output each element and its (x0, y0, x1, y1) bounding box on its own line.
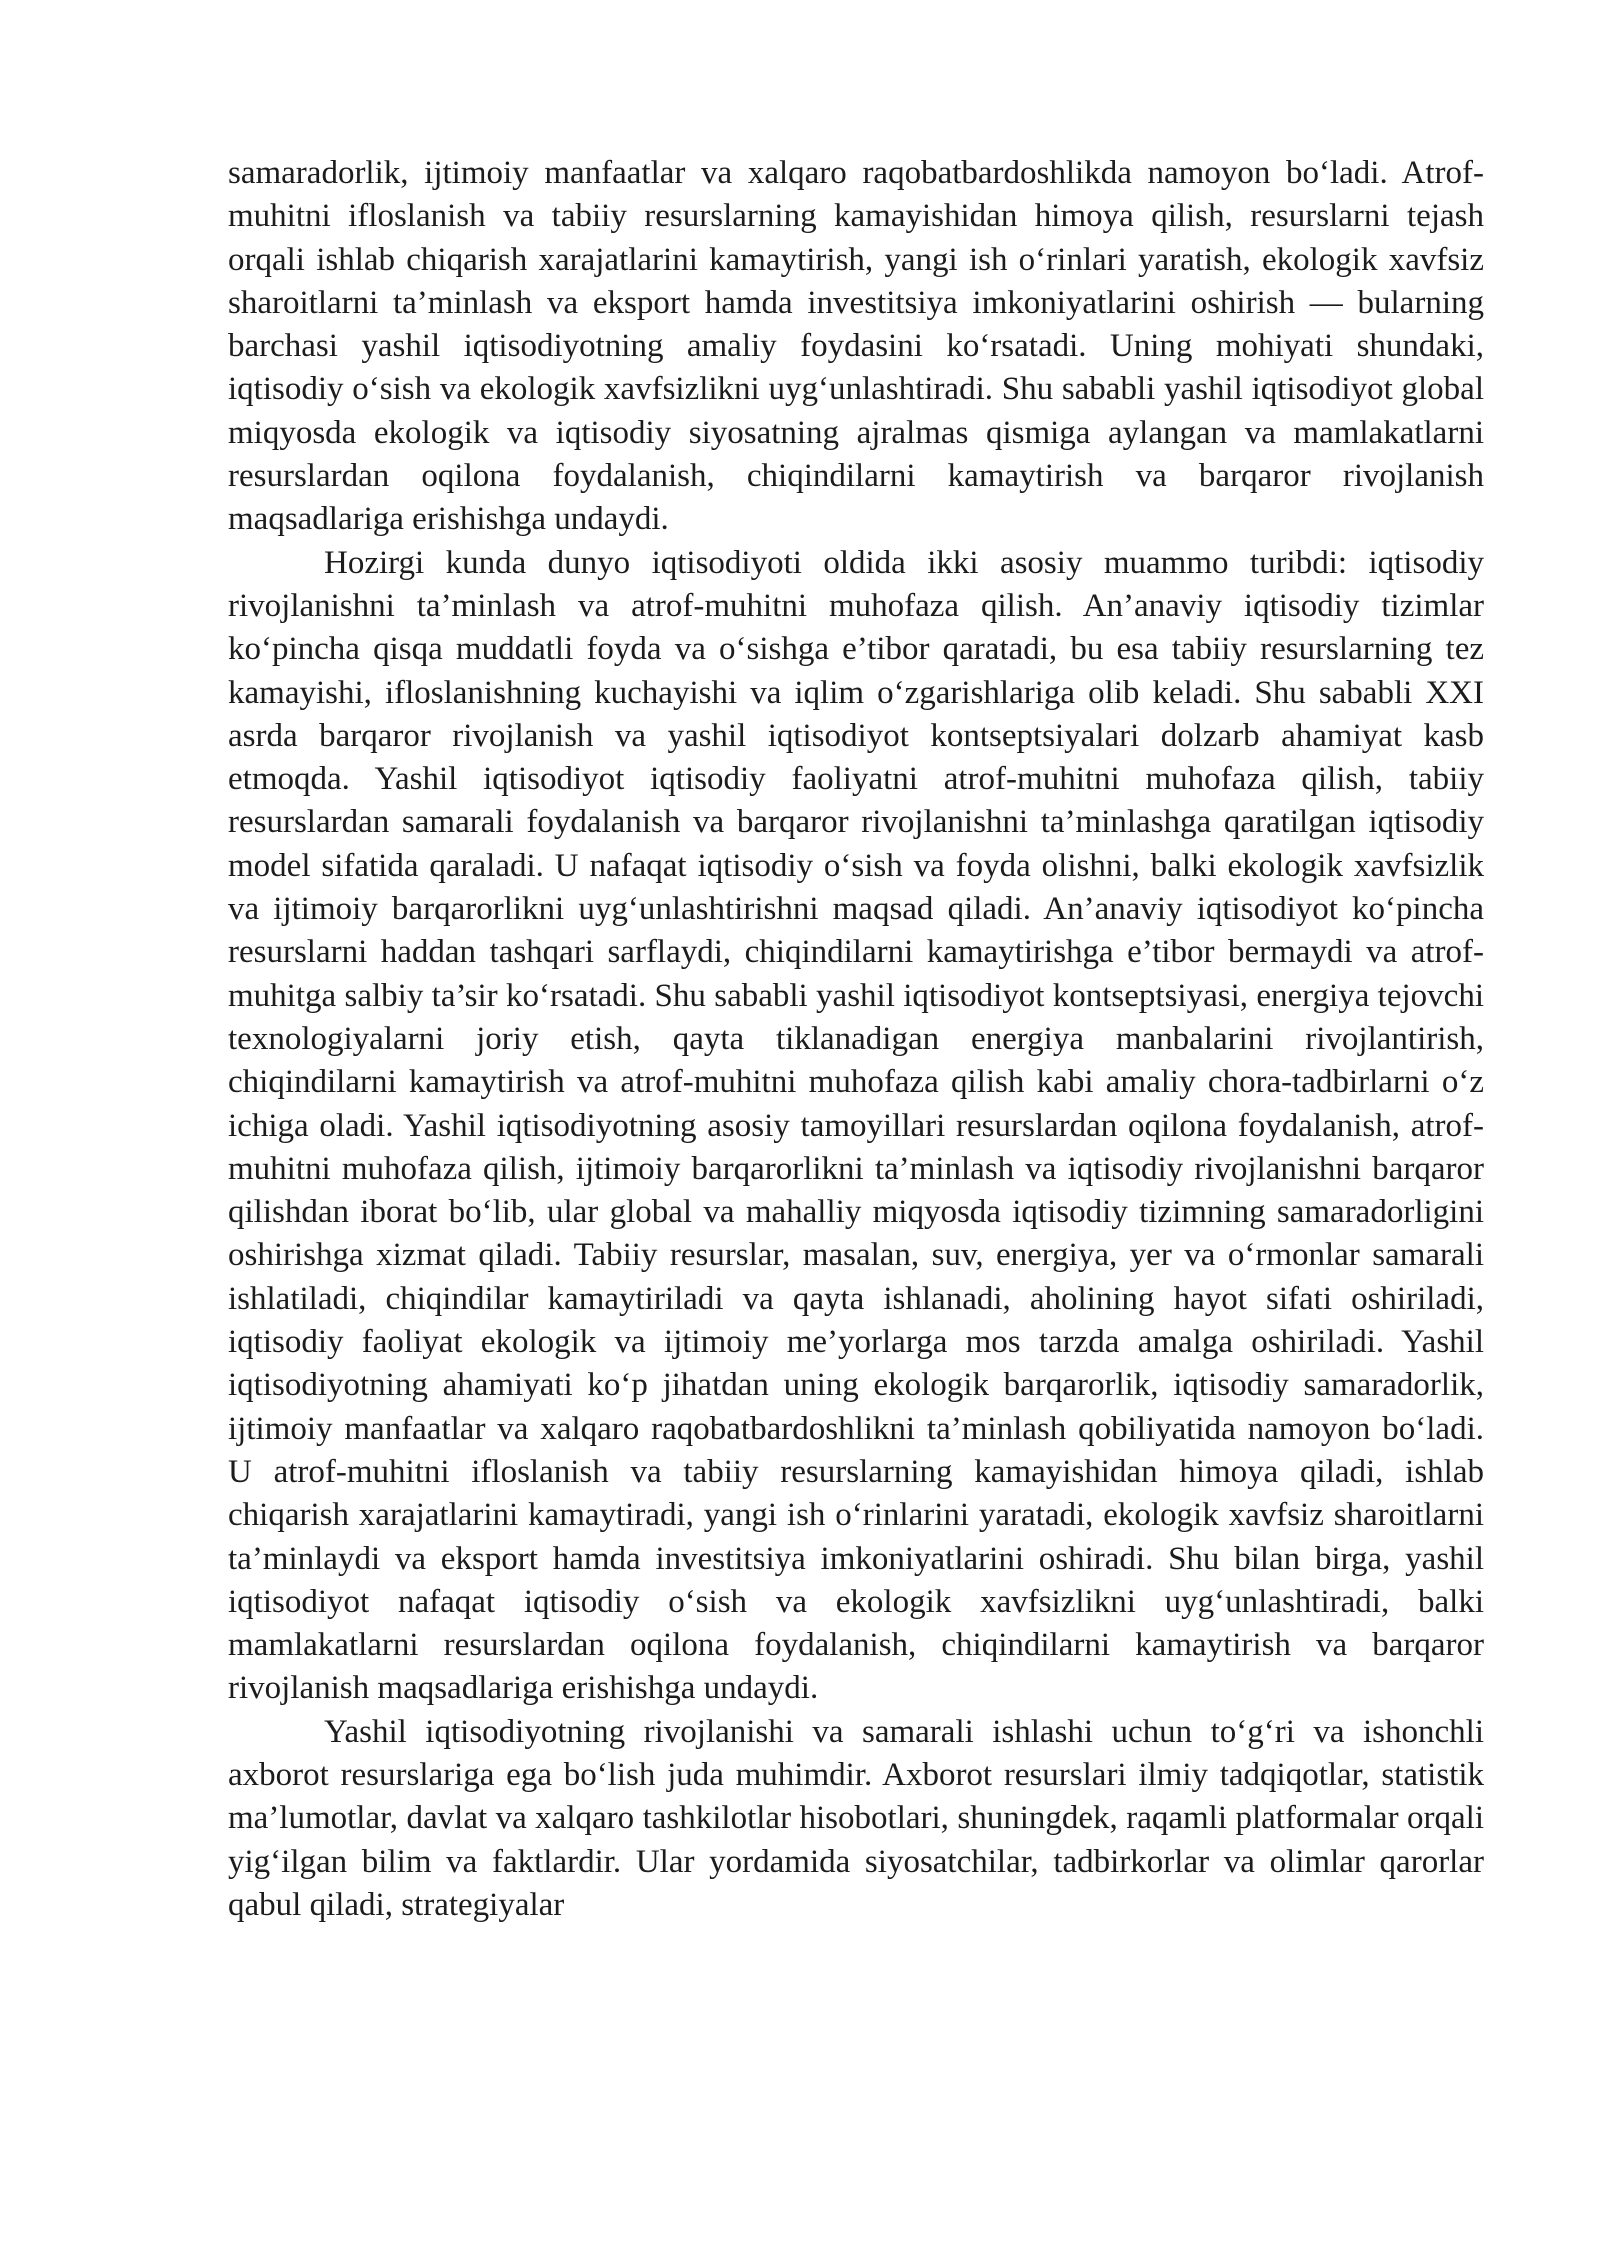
paragraph-2: Hozirgi kunda dunyo iqtisodiyoti oldida ikki asosiy muammo turibdi: iqtisodiy rivojlanishni ta’minlash va atrof-muhitni muhofaza qilish. An’anaviy iqtisodiy tizimlar ko‘pincha qisqa muddatli foyda va o‘sishga e’tibor qaratadi, bu esa tabiiy resurslarning tez kamayishi, ifloslanishning kuchayishi va iqlim o‘zgarishlariga olib keladi. Shu sababli XXI asrda barqaror rivojlanish va yashil iqtisodiyot kontseptsiyalari dolzarb ahamiyat kasb etmoqda. Yashil iqtisodiyot iqtisodiy faoliyatni atrof-muhitni muhofaza qilish, tabiiy resurslardan samarali foydalanish va barqaror rivojlanishni ta’minlashga qaratilgan iqtisodiy model sifatida qaraladi. U nafaqat iqtisodiy o‘sish va foyda olishni, balki ekologik xavfsizlik va ijtimoiy barqarorlikni uyg‘unlashtirishni maqsad qiladi. An’anaviy iqtisodiyot ko‘pincha resurslarni haddan tashqari sarflaydi, chiqindilarni kamaytirishga e’tibor bermaydi va atrof-muhitga salbiy ta’sir ko‘rsatadi. Shu sababli yashil iqtisodiyot kontseptsiyasi, energiya tejovchi texnologiyalarni joriy etish, qayta tiklanadigan energiya manbalarini rivojlantirish, chiqindilarni kamaytirish va atrof-muhitni muhofaza qilish kabi amaliy chora-tadbirlarni o‘z ichiga oladi. Yashil iqtisodiyotning asosiy tamoyillari resurslardan oqilona foydalanish, atrof-muhitni muhofaza qilish, ijtimoiy barqarorlikni ta’minlash va iqtisodiy rivojlanishni barqaror qilishdan iborat bo‘lib, ular global va mahalliy miqyosda iqtisodiy tizimning samaradorligini oshirishga xizmat qiladi. Tabiiy resurslar, masalan, suv, energiya, yer va o‘rmonlar samarali ishlatiladi, chiqindilar kamaytiriladi va qayta ishlanadi, aholining hayot sifati oshiriladi, iqtisodiy faoliyat ekologik va ijtimoiy me’yorlarga mos tarzda amalga oshiriladi. Yashil iqtisodiyotning ahamiyati ko‘p jihatdan uning ekologik barqarorlik, iqtisodiy samaradorlik, ijtimoiy manfaatlar va xalqaro raqobatbardoshlikni ta’minlash qobiliyatida namoyon bo‘ladi. U atrof-muhitni ifloslanish va tabiiy resurslarning kamayishidan himoya qiladi, ishlab chiqarish xarajatlarini kamaytiradi, yangi ish o‘rinlarini yaratadi, ekologik xavfsiz sharoitlarni ta’minlaydi va eksport hamda investitsiya imkoniyatlarini oshiradi. Shu bilan birga, yashil iqtisodiyot nafaqat iqtisodiy o‘sish va ekologik xavfsizlikni uyg‘unlashtiradi, balki mamlakatlarni resurslardan oqilona foydalanish, chiqindilarni kamaytirish va barqaror rivojlanish maqsadlariga erishishga undaydi. (228, 544, 1484, 1707)
paragraph-3: Yashil iqtisodiyotning rivojlanishi va samarali ishlashi uchun to‘g‘ri va ishonchli axborot resurslariga ega bo‘lish juda muhimdir. Axborot resurslari ilmiy tadqiqotlar, statistik ma’lumotlar, davlat va xalqaro tashkilotlar hisobotlari, shuningdek, raqamli platformalar orqali yig‘ilgan bilim va faktlardir. Ular yordamida siyosatchilar, tadbirkorlar va olimlar qarorlar qabul qiladi, strategiyalar (228, 1713, 1484, 1923)
paragraph-1: samaradorlik, ijtimoiy manfaatlar va xalqaro raqobatbardoshlikda namoyon bo‘ladi. Atrof-muhitni ifloslanish va tabiiy resurslarning kamayishidan himoya qilish, resurslarni tejash orqali ishlab chiqarish xarajatlarini kamaytirish, yangi ish o‘rinlari yaratish, ekologik xavfsiz sharoitlarni ta’minlash va eksport hamda investitsiya imkoniyatlarini oshirish — bularning barchasi yashil iqtisodiyotning amaliy foydasini ko‘rsatadi. Uning mohiyati shundaki, iqtisodiy o‘sish va ekologik xavfsizlikni uyg‘unlashtiradi. Shu sababli yashil iqtisodiyot global miqyosda ekologik va iqtisodiy siyosatning ajralmas qismiga aylangan va mamlakatlarni resurslardan oqilona foydalanish, chiqindilarni kamaytirish va barqaror rivojlanish maqsadlariga erishishga undaydi. (228, 155, 1484, 538)
document-page (228, 152, 1484, 1927)
